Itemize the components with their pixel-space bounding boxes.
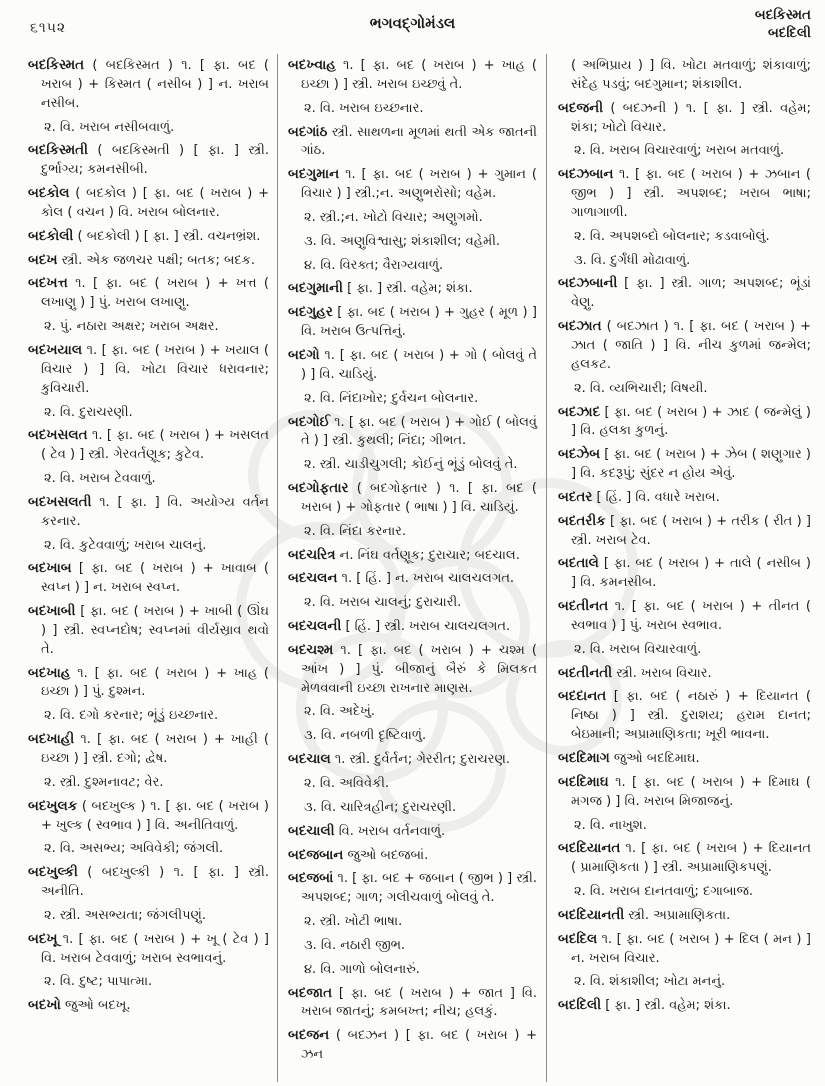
page-number: ૬૧૫૨ (30, 20, 67, 36)
dictionary-entry (288, 455, 537, 475)
dictionary-entry (558, 773, 811, 812)
entry-headword: બદખયાલ (28, 341, 83, 358)
entry-headword: બદખૂ (28, 930, 58, 947)
dictionary-entry (288, 1026, 537, 1065)
entry-text: ૨. સ્ત્રી. અસભ્યતા; જંગલીપણું. (44, 907, 206, 923)
dictionary-entry (28, 251, 269, 271)
entry-text: ૩. વિ. અણુવિશ્વાસુ; શંકાશીલ; વહેમી. (304, 233, 501, 249)
entry-headword: બદજબાં (288, 870, 334, 887)
entry-headword: બદદિયાનતી (558, 906, 625, 923)
dictionary-entry (558, 882, 811, 902)
entry-headword: બદદાનત (558, 688, 607, 705)
entry-text: ૩. વિ. નબળી દૃષ્ટિવાળું. (304, 728, 427, 744)
entry-text: વિ. ખરાબ વર્તનવાળું. (334, 823, 446, 839)
entry-text: ૨. સ્ત્રી. ખોટી ભાષા. (304, 914, 403, 930)
entry-headword: બદચાલી (288, 822, 335, 839)
entry-headword: બદખાબ (28, 560, 72, 577)
entry-headword: બદખસલતી (28, 493, 92, 510)
dictionary-entry (288, 303, 537, 342)
column-left (0, 54, 277, 1082)
dictionary-entry (558, 445, 811, 484)
dictionary-entry (288, 960, 537, 980)
dictionary-entry (558, 597, 811, 636)
entry-headword: બદખાહી (28, 731, 75, 748)
dictionary-entry (558, 554, 811, 593)
entry-text: ૧. [ ફા. બદ ( ખરાબ ) + ખત્ત ( લખાણુ ) ] પું. ખરાબ લખાણુ. (41, 276, 269, 311)
entry-headword: બદચશ્મ (288, 641, 334, 658)
entry-text: ( બદઝાત ) ૧. [ ફા. બદ ( ખરાબ ) + ઝાત ( જાતિ ) ] વિ. નીચ કુળમાં જન્મેલ; હલકટ. (571, 319, 811, 372)
entry-text: ૧. [ ફા. બદ ( ખરાબ ) + ગુમાન ( વિચાર ) ] સ્ત્રી.;ન. અણુભરોસો; વહેમ. (301, 167, 537, 202)
entry-headword: બદચલન (288, 570, 338, 587)
entry-headword: બદગુહર (288, 304, 333, 321)
entry-text: ૨. વિ. દુષ્ટ; પાપાત્મા. (44, 974, 153, 990)
entry-text: [ ફા. ] સ્ત્રી. વહેમ; શંકા. (343, 281, 473, 297)
entry-headword: બદખુલક (28, 797, 78, 814)
dictionary-entry (288, 912, 537, 932)
entry-text: ૨. વિ. શંકાશીલ; ખોટા મનનું. (574, 974, 726, 990)
entry-text: જુઓ બદજબાં. (343, 847, 429, 863)
entry-headword: બદગોઈ (288, 413, 331, 430)
entry-headword: બદજબાન (288, 846, 344, 863)
entry-headword: બદખસલત (28, 427, 88, 444)
entry-headword: બદઝેબ (558, 446, 601, 463)
dictionary-entry (558, 165, 811, 223)
entry-text: ૨. વિ. દગો કરનાર; ભૂંડું ઇચ્છનાર. (44, 708, 219, 724)
dictionary-entry (288, 546, 537, 566)
entry-headword: બદદિમાગ (558, 750, 610, 766)
dictionary-entry (558, 839, 811, 878)
entry-text: ૨. વિ. અદેખું. (304, 704, 375, 720)
dictionary-entry (558, 930, 811, 969)
entry-text: [ ફા. બદ ( ખરાબ ) + જાત ] વિ. ખરાબ જાતનું; કમબખ્ત; નીચ; હલકું. (301, 985, 537, 1020)
entry-headword: બદખત્ત (28, 275, 68, 292)
entry-text: ૧. [ ફા. ] વિ. અયોગ્ય વર્તન કરનાર. (41, 494, 269, 529)
entry-headword: બદગાંઠ (288, 123, 328, 140)
guide-word-last: બદદિલી (767, 25, 811, 42)
entry-text: ( બદકોલ ) [ ફા. બદ ( ખરાબ ) + કોલ ( વચન ) વિ. ખરાબ બોલનાર. (41, 186, 269, 220)
dictionary-entry (288, 726, 537, 746)
dictionary-entry (288, 232, 537, 252)
page-title: ભગવદ્ગોમંડલ (369, 14, 456, 32)
guide-words (755, 6, 811, 42)
entry-text: ( બદકિસ્મત ) ૧. [ ફા. બદ ( ખરાબ ) + કિસ્મત ( નસીબ ) ] ન. ખરાબ નસીબ. (41, 58, 269, 111)
entry-text: ( બદકિસ્મતી ) [ ફા. ] સ્ત્રી. દુર્ભાગ્ય; કમનસીબી. (41, 143, 269, 178)
dictionary-entry (558, 512, 811, 551)
entry-headword: બદદિયાનત (558, 840, 621, 857)
dictionary-entry (288, 702, 537, 722)
entry-text: ૧. [ હિં. ] ન. ખરાબ ચાલચલગત. (337, 571, 515, 587)
entry-text: ૧. [ ફા. બદ ( ખરાબ ) + દિલ ( મન ) ] ન. ખરાબ વિચાર. (571, 931, 811, 966)
entry-text: ૪. વિ. ગાળો બોલનારું. (304, 961, 420, 977)
entry-text: [ ફા. બદ ( ખરાબ ) + તરીક ( રીત ) ] સ્ત્રી. ખરાબ ટેવ. (571, 513, 811, 548)
entry-text: [ ફા. બદ ( ખરાબ ) + ઝેબ ( શણુગાર ) ] વિ. કદરૂપું; સુંદર ન હોય એવું. (571, 447, 811, 482)
entry-text: ૨. વિ. નાખુશ. (574, 817, 647, 833)
entry-headword: બદજની (558, 99, 604, 116)
entry-headword: બદદિલ (558, 930, 598, 947)
entry-text: ૨. વિ. અપશબ્દો બોલનાર; કડવાબોલું. (574, 228, 770, 244)
entry-text: સ્ત્રી. સાથળના મૂળમાં થતી એક જાતની ગાંઠ. (301, 124, 537, 159)
entry-text: ૨. વિ. નિંદાખોર; દુર્વચન બોલનાર. (304, 390, 479, 406)
dictionary-entry (288, 99, 537, 119)
dictionary-entry (288, 569, 537, 589)
entry-text: ૧. [ ફા. બદ ( ખરાબ ) + દિયાનત ( પ્રામાણિકતા ) ] સ્ત્રી. અપ્રામાણિકપણું. (571, 841, 811, 876)
dictionary-entry (28, 317, 269, 337)
dictionary-entry (28, 403, 269, 423)
entry-headword: બદકોલ (28, 185, 70, 202)
entry-text: ૪. વિ. વિરક્ત; વૈરાગ્યવાળું. (304, 257, 444, 273)
entry-text: ( બદકોલી ) [ ફા. ] સ્ત્રી. વચનભ્રંશ. (73, 228, 261, 244)
dictionary-entry (558, 403, 811, 442)
entry-text: ૨. વિ. ખરાબ નસીબવાળું. (44, 119, 175, 135)
entry-headword: બદખ્વાહ (288, 57, 336, 73)
entry-headword: બદચરિત્ર (288, 546, 336, 563)
entry-text: ૨. વિ. અવિવેકી. (304, 776, 390, 791)
guide-word-first: બદકિસ્મત (754, 7, 811, 23)
dictionary-entry (28, 184, 269, 223)
entry-text: ૨. સ્ત્રી.;ન. ખોટો વિચાર; અણુગમો. (304, 209, 483, 225)
dictionary-entry (288, 798, 537, 818)
dictionary-entry (28, 56, 269, 114)
dictionary-entry (28, 930, 269, 969)
dictionary-entry (28, 863, 269, 902)
entry-headword: બદચાલ (288, 751, 331, 768)
dictionary-entry (558, 640, 811, 660)
dictionary-entry (558, 227, 811, 247)
entry-text: ૧. [ ફા. બદ ( ખરાબ ) + ખૂ ( ટેવ ) ] વિ. ખરાબ ટેવવાળું; ખરાબ સ્વભાવનું. (41, 931, 269, 966)
entry-headword: બદગુમાન (288, 166, 340, 183)
entry-text: ( બદગોફ્તાર ) ૧. [ ફા. બદ ( ખરાબ ) + ગોફતાર ( ભાષા ) ] વિ. ચાડિયું. (301, 481, 537, 515)
entry-headword: બદખાબી (28, 603, 76, 620)
dictionary-entry (558, 687, 811, 745)
entry-text: ૨. વિ. ખરાબ ઇચ્છનાર. (304, 100, 424, 116)
dictionary-entry (288, 479, 537, 518)
entry-text: ૧. [ ફા. બદ ( ખરાબ ) + ગોઈ ( બોલવું તે ) ] સ્ત્રી. કુથલી; નિંદા; ગીભત. (301, 414, 537, 449)
entry-text: ૨. વિ. ખરાબ ટેવવાળું. (44, 471, 156, 487)
entry-headword: બદગુમાની (288, 280, 343, 297)
entry-text: ૨. વિ. ખરાબ ચાલનું; દુરાચારી. (304, 595, 462, 611)
dictionary-entry (558, 488, 811, 508)
dictionary-entry (558, 816, 811, 836)
dictionary-entry (28, 972, 269, 992)
entry-text: ૨. વિ. દુરાચરણી. (44, 404, 133, 420)
dictionary-entry (28, 602, 269, 660)
dictionary-entry (558, 749, 811, 769)
dictionary-entry (558, 664, 811, 684)
entry-headword: બદખુલ્કી (28, 864, 78, 881)
entry-headword: બદખ (28, 251, 58, 268)
entry-headword: બદગો (288, 346, 320, 363)
dictionary-entry (28, 469, 269, 489)
entry-text: ૨. વિ. વ્યભિચારી; વિષયી. (574, 380, 708, 396)
dictionary-entry (28, 426, 269, 465)
column-middle (278, 54, 546, 1082)
entry-headword: બદતાલે (558, 555, 599, 572)
entry-text: ૨. વિ. ખરાબ વિચારવાળું; ખરાબ મતવાળું. (574, 143, 785, 159)
dictionary-entry (28, 141, 269, 180)
dictionary-entry (558, 251, 811, 271)
dictionary-entry (28, 730, 269, 769)
dictionary-entry (288, 617, 537, 637)
entry-text: ૧. [ ફા. બદ ( ખરાબ ) + ખસલત ( ટેવ ) ] સ્ત્રી. ગેરવર્તણૂક; કુટેવ. (41, 428, 269, 463)
dictionary-entry (28, 797, 269, 836)
dictionary-entry (288, 346, 537, 385)
entry-text: સ્ત્રી. અપ્રામાણિકતા. (624, 907, 731, 923)
entry-text: ૩. વિ. ચારિત્રહીન; દુરાચરણી. (304, 799, 457, 815)
entry-text: [ ફા. બદ ( ખરાબ ) + ઝાદ ( જન્મેલું ) ] વિ. હલકા કુળનું. (571, 404, 811, 439)
dictionary-entry (288, 389, 537, 409)
dictionary-entry (288, 774, 537, 794)
dictionary-entry (28, 706, 269, 726)
entry-headword: બદચલની (288, 618, 342, 635)
dictionary-entry (28, 227, 269, 247)
dictionary-entry (288, 522, 537, 542)
dictionary-entry (288, 846, 537, 866)
entry-text: ( બદખુલ્કી ) ૧. [ ફા. ] સ્ત્રી. અનીતિ. (41, 865, 269, 900)
entry-headword: બદકોલી (28, 227, 74, 244)
entry-headword: બદઝબાન (558, 166, 614, 183)
dictionary-entry (28, 996, 269, 1016)
dictionary-entry (288, 822, 537, 842)
dictionary-entry (288, 256, 537, 276)
entry-headword: બદખાહ (28, 664, 71, 681)
dictionary-entry (288, 593, 537, 613)
entry-text: [ ફા. ] સ્ત્રી. ગાળ; અપશબ્દ; ભૂંડાં વેણુ. (571, 276, 811, 311)
entry-headword: બદતીનતી (558, 664, 613, 681)
dictionary-entry (558, 972, 811, 992)
entry-text: [ હિં. ] સ્ત્રી. ખરાબ ચાલચલગત. (341, 619, 511, 635)
entry-text: ૨. વિ. ખરાબ દાનતવાળું; દગાબાજ. (574, 884, 754, 900)
entry-text: ૧. [ ફા. બદ + જબાન ( જીભ ) ] સ્ત્રી. અપશબ્દ; ગાળ; ગલીચવાળું બોલવું તે. (301, 871, 537, 906)
dictionary-entry (28, 559, 269, 598)
entry-text: ૨. વિ. અસભ્ય; અવિવેકી; જંગલી. (44, 841, 224, 857)
dictionary-entry (28, 773, 269, 793)
dictionary-entry (288, 123, 537, 162)
entry-headword: બદદિમાઘ (558, 773, 609, 790)
dictionary-entry (288, 279, 537, 299)
dictionary-entry (288, 869, 537, 908)
entry-headword: બદતર (558, 488, 593, 505)
entry-headword: બદઝબાની (558, 275, 618, 292)
dictionary-entry (288, 936, 537, 956)
entry-headword: બદજન (288, 1027, 330, 1044)
entry-text: [ ફા. બદ ( ખરાબ ) + તાલે ( નસીબ ) ] વિ. કમનસીબ. (571, 556, 811, 591)
dictionary-entry (288, 413, 537, 452)
entry-text: ૧. [ ફા. બદ ( ખરાબ ) + દિમાઘ ( મગજ ) ] વિ. ખરાબ મિજાજનું. (571, 774, 811, 809)
entry-text: ૨. પું. નઠારા અક્ષર; ખરાબ અક્ષર. (44, 319, 219, 335)
entry-text: [ ફા. બદ ( નઠારું ) + દિયાનત ( નિષ્ઠા ) ] સ્ત્રી. દુરાશય; હરામ દાનત; બેઇમાની; અપ્રામાણિકતા; ખૂરી ભાવના. (571, 689, 811, 743)
entry-text: ૨. સ્ત્રી. દુશ્મનાવટ; વેર. (44, 774, 164, 790)
dictionary-entry (28, 906, 269, 926)
entry-text: સ્ત્રી. એક જળચર પક્ષી; બતક; બદક. (57, 252, 255, 268)
entry-text: [ ફા. બદ ( ખરાબ ) + ગુહર ( મૂળ ) ] વિ. ખરાબ ઉત્પત્તિનું. (301, 305, 537, 340)
dictionary-entry (288, 208, 537, 228)
dictionary-entry (28, 118, 269, 138)
entry-text: [ ફા. બદ ( ખરાબ ) + ખાવાબ ( સ્વપ્ન ) ] ન. ખરાબ સ્વપ્ન. (41, 561, 269, 596)
entry-headword: બદકિસ્મતી (28, 142, 88, 159)
entry-text: ૧. [ ફા. બદ ( ખરાબ ) + ઝબાન ( જીભ ) ] સ્ત્રી. અપશબ્દ; ખરાબ ભાષા; ગાળાગાળી. (571, 167, 811, 220)
dictionary-entry (558, 56, 811, 95)
entry-headword: બદતીનત (558, 598, 609, 615)
entry-text: જુઓ બદખૂ. (60, 998, 131, 1014)
dictionary-entry (288, 984, 537, 1023)
entry-text: ૩. વિ. નઠારી જીભ. (304, 937, 406, 953)
entry-headword: બદગોફતાર (288, 480, 349, 497)
dictionary-entry (28, 493, 269, 532)
entry-text: ૧. [ ફા. બદ ( ખરાબ ) + ખાહ ( ઇચ્છા ) ] સ્ત્રી. ખરાબ ઇચ્છવું તે. (301, 58, 537, 92)
dictionary-entry (288, 165, 537, 204)
column-right (547, 54, 825, 1082)
entry-text: [ ફા. બદ ( ખરાબ ) + ખાબી ( ઊંઘ ) ] સ્ત્રી. સ્વપ્નદોષ; સ્વપ્નમાં વીર્યસ્રાવ થવો તે. (41, 604, 269, 657)
dictionary-entry (28, 664, 269, 703)
dictionary-entry (558, 379, 811, 399)
dictionary-entry (288, 641, 537, 699)
entry-text: ૧. [ ફા. બદ ( ખરાબ ) + ખયાલ ( વિચાર ) ] વિ. ખોટા વિચાર ધરાવનાર; કુવિચારી. (41, 342, 269, 396)
dictionary-entry (28, 341, 269, 399)
dictionary-entry (288, 56, 537, 95)
entry-text: [ હિં. ] વિ. વધારે ખરાબ. (592, 489, 720, 505)
entry-text: ૧. [ ફા. બદ ( ખરાબ ) + ખાહી ( ઇચ્છા ) ] સ્ત્રી. દગો; દ્વેષ. (41, 732, 269, 766)
entry-headword: બદજાત (288, 984, 333, 1001)
entry-text: ( બદઝન ) [ ફા. બદ ( ખરાબ ) + ઝન (301, 1028, 537, 1063)
dictionary-entry (28, 839, 269, 859)
entry-headword: બદઝાદ (558, 403, 601, 420)
entry-headword: બદદિલી (558, 997, 602, 1014)
dictionary-entry (558, 141, 811, 161)
entry-text: ૨. વિ. ખરાબ વિચારવાળું. (574, 641, 702, 657)
entry-text: જુઓ બદદિમાઘ. (609, 751, 700, 766)
entry-text: ( બદખુલ્ક ) ૧. [ ફા. બદ ( ખરાબ ) + ખુલ્ક ( સ્વભાવ ) ] વિ. અનીતિવાળું. (41, 798, 269, 833)
entry-headword: બદઝાત (558, 318, 602, 335)
dictionary-columns (0, 54, 825, 1082)
entry-text: ૨. વિ. નિંદા કરનાર. (304, 523, 407, 539)
page-header (0, 0, 825, 54)
entry-headword: બદખો (28, 997, 61, 1014)
dictionary-entry (558, 317, 811, 375)
entry-headword: બદકિસ્મત (28, 57, 85, 73)
entry-text: ( અભિપ્રાય ) ] વિ. ખોટા મતવાળું; શંકાવાળું; સંદેહ પડવું; બદગુમાન; શંકાશીલ. (571, 58, 811, 92)
entry-text: ન. નિંઘ વર્તણૂક; દુરાચાર; બદચાલ. (335, 547, 520, 563)
dictionary-entry (558, 274, 811, 313)
entry-text: ૧. સ્ત્રી. દુર્વર્તન; ગેરરીત; દુરાચરણ. (330, 752, 510, 768)
entry-text: ૨. વિ. કુટેવવાળું; ખરાબ ચાલનું. (44, 537, 207, 553)
entry-text: સ્ત્રી. ખરાબ વિચાર. (612, 665, 712, 681)
dictionary-entry (558, 99, 811, 138)
dictionary-entry (28, 536, 269, 556)
entry-text: ( બદઝની ) ૧. [ ફા. ] સ્ત્રી. વહેમ; શંકા; ખોટો વિચાર. (571, 100, 811, 135)
entry-text: ૧. [ ફા. બદ ( ખરાબ ) + ગો ( બોલવું તે ) ] વિ. ચાડિયું. (301, 347, 537, 382)
entry-text: ૨. સ્ત્રી. ચાડીચુગલી; કોઈનું ભૂંડું બોલવું તે. (304, 457, 518, 473)
entry-text: ૧. [ ફા. બદ ( ખરાબ ) + ચશ્મ ( આંખ ) ] પું. બીજાનું બૈરું કે મિલકત મેળવવાની ઇચ્છા રાખનાર માણસ. (301, 642, 537, 696)
dictionary-entry (558, 906, 811, 926)
entry-text: [ ફા. ] સ્ત્રી. વહેમ; શંકા. (601, 998, 731, 1014)
entry-text: ૧. [ ફા. બદ ( ખરાબ ) + તીનત ( સ્વભાવ ) ] પું. ખરાબ સ્વભાવ. (571, 599, 811, 633)
entry-text: ૩. વિ. દુર્ગંધી મોઢાવાળું. (574, 252, 691, 268)
dictionary-entry (288, 750, 537, 770)
entry-headword: બદતરીક (558, 512, 606, 529)
dictionary-entry (28, 274, 269, 313)
dictionary-entry (558, 996, 811, 1016)
entry-text: ૧. [ ફા. બદ ( ખરાબ ) + ખાહ ( ઇચ્છા ) ] પું. દુશ્મન. (41, 665, 269, 700)
